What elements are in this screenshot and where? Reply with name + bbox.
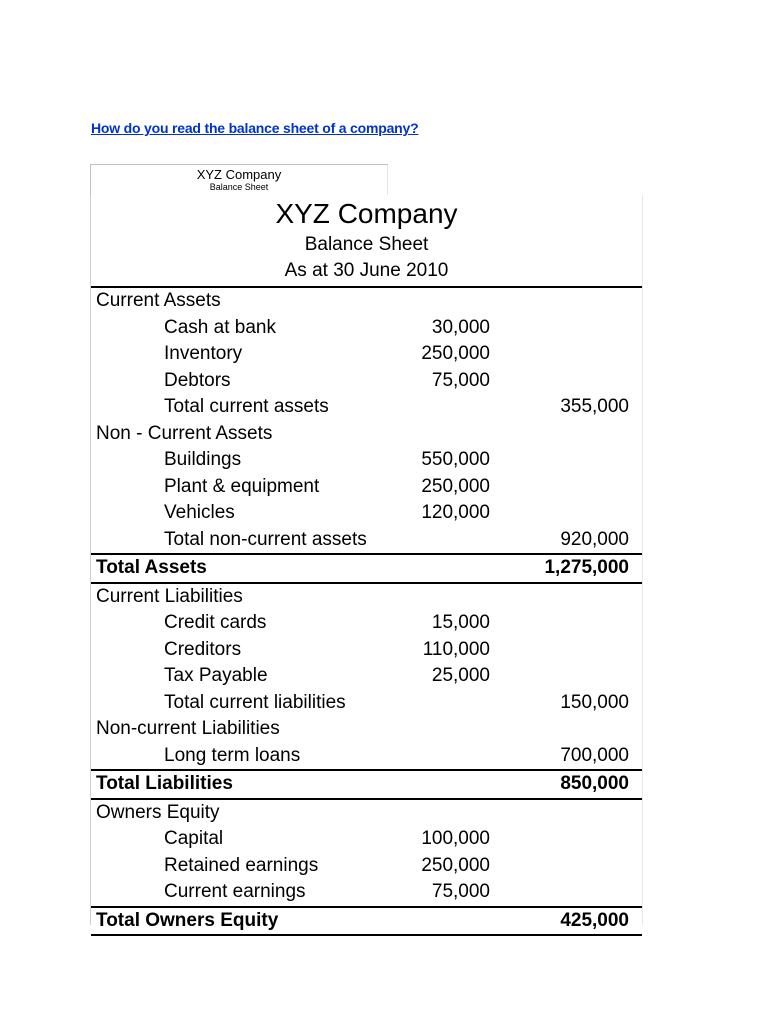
row-label: Total non-current assets xyxy=(164,528,367,550)
line-item-row xyxy=(91,447,642,474)
line-item-row xyxy=(91,474,642,501)
row-label: Current Assets xyxy=(96,290,221,311)
total-row xyxy=(91,906,642,937)
balance-sheet-rows xyxy=(91,286,642,936)
line-item-row xyxy=(91,826,642,853)
row-label: Non-current Liabilities xyxy=(96,718,280,739)
line-item-row xyxy=(91,879,642,906)
section-header-row xyxy=(91,716,642,743)
mini-header xyxy=(90,164,388,195)
statement-date: As at 30 June 2010 xyxy=(284,260,449,281)
row-amount: 15,000 xyxy=(431,612,490,633)
row-label: Owners Equity xyxy=(96,801,220,823)
company-name: XYZ Company xyxy=(275,198,458,229)
mini-header-subtitle: Balance Sheet xyxy=(209,182,269,192)
article-heading-link[interactable]: How do you read the balance sheet of a company? xyxy=(91,120,419,136)
row-label: Total current liabilities xyxy=(164,691,346,713)
row-total-amount: 355,000 xyxy=(560,396,629,417)
row-label: Capital xyxy=(164,828,224,849)
row-amount: 250,000 xyxy=(421,343,490,364)
line-item-row xyxy=(91,394,642,421)
row-label: Cash at bank xyxy=(164,316,276,338)
row-total-amount: 425,000 xyxy=(560,909,629,931)
line-item-row xyxy=(91,690,642,717)
row-amount: 100,000 xyxy=(421,828,490,849)
row-amount: 250,000 xyxy=(421,475,490,497)
total-row xyxy=(91,769,642,800)
row-label: Total Assets xyxy=(96,557,207,578)
line-item-row xyxy=(91,743,642,770)
line-item-row xyxy=(91,610,642,637)
section-header-row xyxy=(91,800,642,827)
row-label: Inventory xyxy=(164,343,243,364)
line-item-row xyxy=(91,341,642,368)
row-amount: 550,000 xyxy=(421,449,490,470)
row-label: Tax Payable xyxy=(164,665,268,686)
line-item-row xyxy=(91,663,642,690)
row-label: Total Owners Equity xyxy=(96,909,279,931)
line-item-row xyxy=(91,368,642,395)
mini-header-title: XYZ Company xyxy=(196,167,282,182)
row-label: Total Liabilities xyxy=(96,773,233,794)
line-item-row xyxy=(91,500,642,527)
balance-sheet-header xyxy=(91,195,642,285)
line-item-row xyxy=(91,315,642,342)
row-amount: 120,000 xyxy=(421,502,490,523)
row-label: Buildings xyxy=(164,449,242,470)
statement-title: Balance Sheet xyxy=(304,234,429,255)
row-label: Total current assets xyxy=(164,396,329,417)
row-total-amount: 850,000 xyxy=(560,773,629,794)
balance-sheet-image xyxy=(90,164,642,931)
row-label: Long term loans xyxy=(164,744,301,766)
row-amount: 110,000 xyxy=(422,638,490,660)
row-label: Plant & equipment xyxy=(164,475,320,497)
total-row xyxy=(91,553,642,584)
row-label: Retained earnings xyxy=(164,854,319,876)
row-amount: 25,000 xyxy=(431,665,490,686)
row-label: Current Liabilities xyxy=(96,585,243,607)
line-item-row xyxy=(91,637,642,664)
row-label: Debtors xyxy=(164,369,231,391)
row-total-amount: 920,000 xyxy=(560,528,629,550)
section-header-row xyxy=(91,421,642,448)
line-item-row xyxy=(91,853,642,880)
row-total-amount: 150,000 xyxy=(560,691,629,713)
row-label: Current earnings xyxy=(164,881,306,902)
row-total-amount: 700,000 xyxy=(560,744,629,766)
section-header-row xyxy=(91,288,642,315)
row-label: Credit cards xyxy=(164,612,267,633)
row-label: Non - Current Assets xyxy=(96,422,273,444)
row-amount: 30,000 xyxy=(431,316,490,338)
balance-sheet-body xyxy=(90,195,643,931)
row-label: Vehicles xyxy=(164,502,235,523)
section-header-row xyxy=(91,584,642,611)
row-amount: 75,000 xyxy=(431,369,490,391)
line-item-row xyxy=(91,527,642,554)
row-label: Creditors xyxy=(164,638,242,660)
row-amount: 250,000 xyxy=(421,854,490,876)
row-amount: 75,000 xyxy=(431,881,490,902)
row-total-amount: 1,275,000 xyxy=(544,557,629,578)
